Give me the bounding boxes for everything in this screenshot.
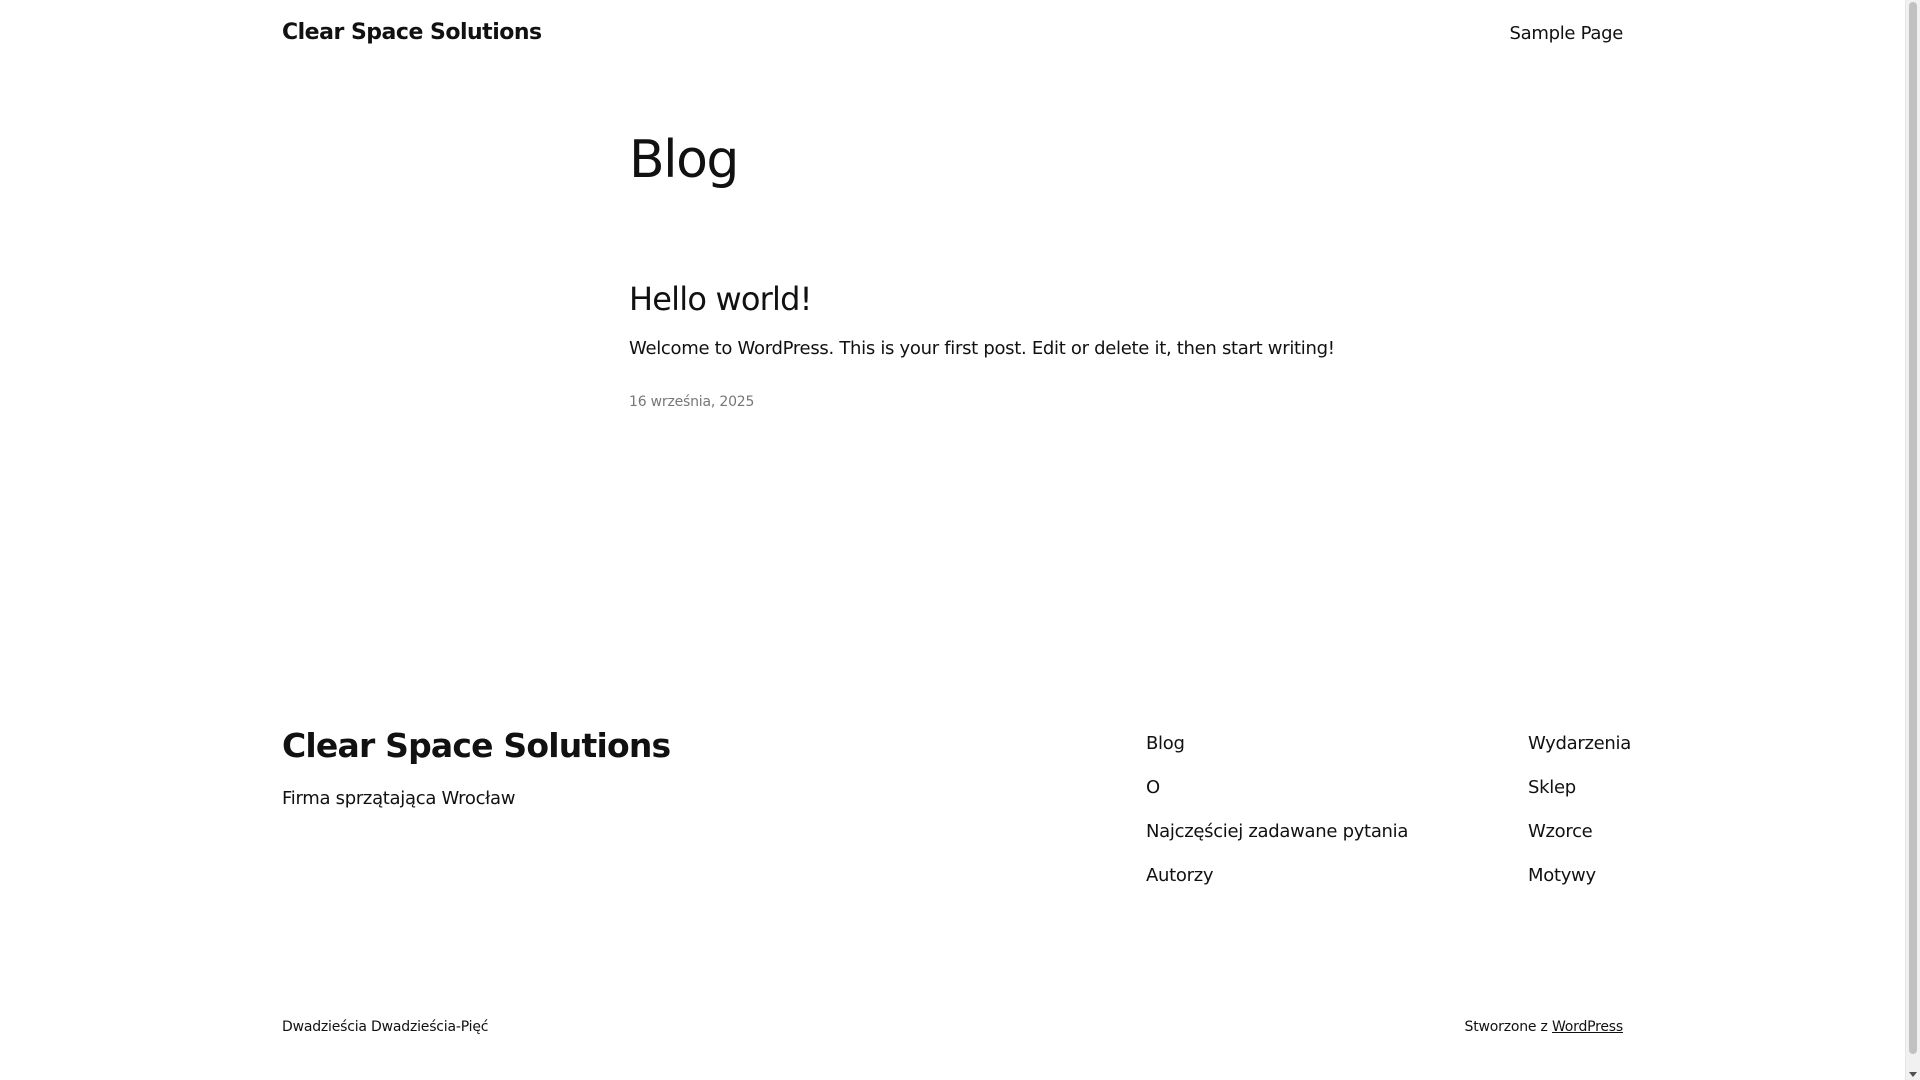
footer-link-about[interactable]: O bbox=[1146, 777, 1160, 798]
footer-credit-theme: Dwadzieścia Dwadzieścia-Pięć bbox=[282, 1019, 489, 1035]
scrollbar-thumb[interactable] bbox=[1909, 2, 1917, 1054]
post-excerpt: Welcome to WordPress. This is your first post. Edit or delete it, then start writing! bbox=[629, 338, 1335, 359]
vertical-scrollbar[interactable] bbox=[1905, 0, 1920, 1080]
footer-nav-column-1 bbox=[1146, 732, 1408, 888]
footer-credit-powered bbox=[1465, 1019, 1623, 1035]
footer-link-themes[interactable]: Motywy bbox=[1528, 865, 1596, 886]
footer-link-patterns[interactable]: Wzorce bbox=[1528, 821, 1593, 842]
footer-site-title[interactable]: Clear Space Solutions bbox=[282, 726, 671, 765]
footer-link-authors[interactable]: Autorzy bbox=[1146, 865, 1214, 886]
footer-nav-column-2 bbox=[1528, 732, 1631, 888]
site-title-link[interactable]: Clear Space Solutions bbox=[282, 20, 542, 45]
post-date-link[interactable]: 16 września, 2025 bbox=[629, 394, 755, 410]
footer-link-shop[interactable]: Sklep bbox=[1528, 777, 1576, 798]
footer-link-events[interactable]: Wydarzenia bbox=[1528, 733, 1631, 754]
nav-item-sample-page[interactable]: Sample Page bbox=[1509, 23, 1623, 44]
post-title-link[interactable]: Hello world! bbox=[629, 280, 812, 318]
footer-link-blog[interactable]: Blog bbox=[1146, 733, 1185, 754]
wordpress-link[interactable]: WordPress bbox=[1551, 1019, 1623, 1035]
page-title: Blog bbox=[629, 130, 738, 190]
scroll-down-arrow-icon[interactable] bbox=[1909, 1072, 1917, 1077]
footer-link-faq[interactable]: Najczęściej zadawane pytania bbox=[1146, 821, 1409, 842]
footer-tagline: Firma sprzątająca Wrocław bbox=[282, 788, 516, 809]
footer-credit-prefix: Stworzone z bbox=[1464, 1019, 1548, 1035]
